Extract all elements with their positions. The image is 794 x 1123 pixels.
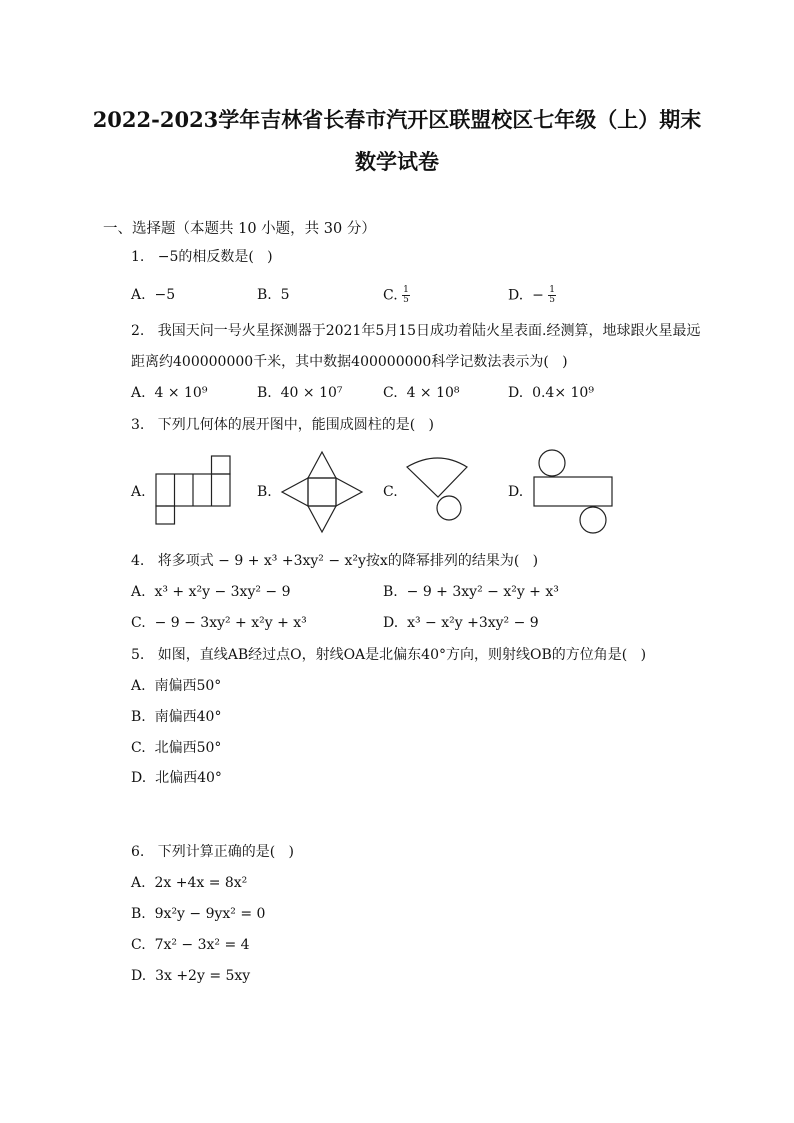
q3-option-d-label: D. xyxy=(508,484,524,500)
q2-option-d: D. 0.4× 10⁹ xyxy=(508,385,594,401)
section-header: 一、选择题（本题共 10 小题，共 30 分） xyxy=(103,221,376,237)
q1-option-d-label: D. − xyxy=(508,287,544,304)
question-5-stem: 5. 如图，直线AB经过点O，射线OA是北偏东40°方向，则射线OB的方位角是( ) xyxy=(131,647,647,663)
question-3-stem: 3. 下列几何体的展开图中，能围成圆柱的是( ) xyxy=(131,417,434,433)
q6-option-d: D. 3x +2y = 5xy xyxy=(131,968,251,984)
q4-option-c: C. − 9 − 3xy² + x²y + x³ xyxy=(131,615,307,631)
q3-figure-c-cone-net xyxy=(405,455,470,525)
q2-option-a: A. 4 × 10⁹ xyxy=(131,385,208,401)
q1-option-d xyxy=(508,286,556,305)
q3-figure-b-pyramid-net xyxy=(281,451,363,533)
question-4-stem: 4. 将多项式 − 9 + x³ +3xy² − x²y按x的降幂排列的结果为( ) xyxy=(131,553,539,569)
q6-option-c: C. 7x² − 3x² = 4 xyxy=(131,937,250,953)
q1-c-denominator: 5 xyxy=(403,295,409,305)
title-line-2: 数学试卷 xyxy=(355,149,439,174)
q4-option-b: B. − 9 + 3xy² − x²y + x³ xyxy=(383,584,559,600)
title-line-1: 2022-2023学年吉林省长春市汽开区联盟校区七年级（上）期末 xyxy=(92,107,702,132)
q1-option-a: A. −5 xyxy=(131,287,176,303)
q5-option-c: C. 北偏西50° xyxy=(131,740,222,756)
question-2-stem-line-1: 2. 我国天问一号火星探测器于2021年5月15日成功着陆火星表面.经测算，地球跟火星最远 xyxy=(131,323,701,339)
q5-option-b: B. 南偏西40° xyxy=(131,709,222,725)
q1-c-numerator: 1 xyxy=(403,285,409,295)
q1-option-d-fraction xyxy=(548,286,556,305)
q5-option-a: A. 南偏西50° xyxy=(131,678,222,694)
q3-option-b-label: B. xyxy=(257,484,272,500)
q3-option-a-label: A. xyxy=(131,484,146,500)
q1-option-c-label: C. xyxy=(383,287,398,304)
q4-option-a: A. x³ + x²y − 3xy² − 9 xyxy=(131,584,291,600)
q6-option-a: A. 2x +4x = 8x² xyxy=(131,875,248,891)
q1-option-c xyxy=(383,286,410,305)
question-2-stem-line-2: 距离约400000000千米，其中数据400000000科学记数法表示为( ) xyxy=(131,354,568,370)
q5-option-d: D. 北偏西40° xyxy=(131,770,222,786)
q1-option-c-fraction xyxy=(402,286,410,305)
q1-d-numerator: 1 xyxy=(549,285,555,295)
q3-option-c-label: C. xyxy=(383,484,398,500)
q3-figure-a-cube-net xyxy=(155,455,235,525)
q1-d-denominator: 5 xyxy=(549,295,555,305)
q1-option-b: B. 5 xyxy=(257,287,290,303)
q3-figure-d-cylinder-net xyxy=(533,449,615,537)
question-1-stem: 1. −5的相反数是( ) xyxy=(131,249,273,265)
q6-option-b: B. 9x²y − 9yx² = 0 xyxy=(131,906,266,922)
q4-option-d: D. x³ − x²y +3xy² − 9 xyxy=(383,615,539,631)
q2-option-c: C. 4 × 10⁸ xyxy=(383,385,460,401)
q2-option-b: B. 40 × 10⁷ xyxy=(257,385,343,401)
question-6-stem: 6. 下列计算正确的是( ) xyxy=(131,844,294,860)
